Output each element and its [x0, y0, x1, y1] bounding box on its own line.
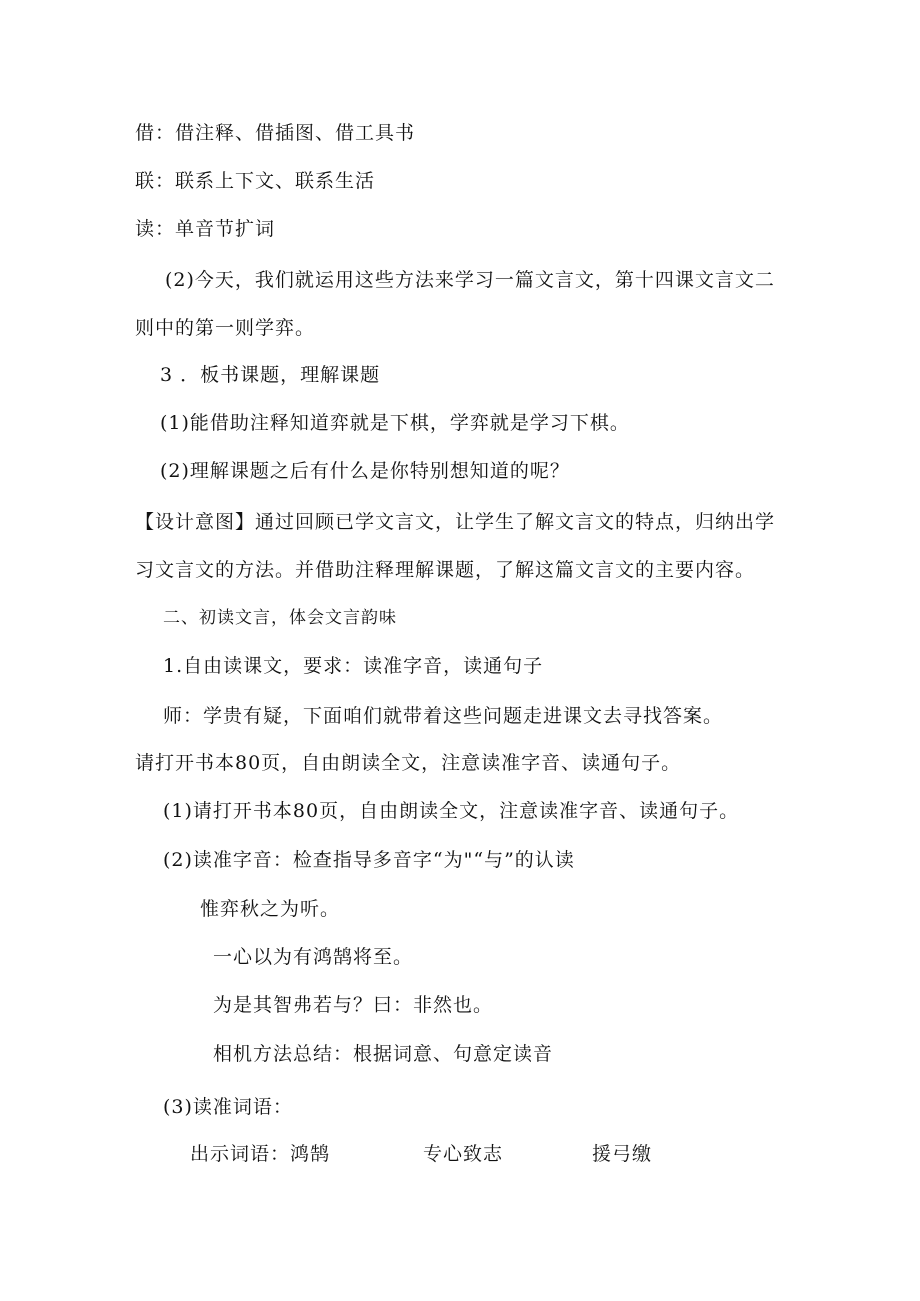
text-line: 借：借注释、借插图、借工具书 [135, 122, 416, 144]
section-heading: 3 ．板书课题，理解课题 [160, 364, 381, 386]
text-line: 习文言文的方法。并借助注释理解课题，了解这篇文言文的主要内容。 [135, 559, 756, 581]
text-line: 相机方法总结：根据词意、句意定读音 [213, 1043, 554, 1065]
text-line: (1)能借助注释知道弈就是下棋，学弈就是学习下棋。 [160, 412, 630, 434]
text-line: 读：单音节扩词 [135, 218, 276, 240]
text-line: (1)请打开书本80页，自由朗读全文，注意读准字音、读通句子。 [163, 800, 740, 822]
text-line: 则中的第一则学弈。 [135, 317, 316, 339]
text-line: 师：学贵有疑，下面咱们就带着这些问题走进课文去寻找答案。 [163, 705, 724, 727]
text-line: 1.自由读课文，要求：读准字音，读通句子 [163, 655, 544, 677]
design-intent-line: 【设计意图】通过回顾已学文言文，让学生了解文言文的特点，归纳出学 [135, 511, 776, 533]
section-heading: 二、初读文言，体会文言韵味 [163, 608, 397, 628]
quote-line: 一心以为有鸿鹄将至。 [213, 946, 414, 968]
quote-line: 惟弈秋之为听。 [200, 898, 341, 920]
text-line: (2)读准字音：检查指导多音字“为"“与”的认读 [163, 849, 575, 871]
words-label: 出示词语：鸿鹄 [190, 1143, 331, 1165]
word-item: 专心致志 [423, 1143, 504, 1165]
text-line: (2)今天，我们就运用这些方法来学习一篇文言文，第十四课文言文二 [165, 269, 775, 291]
word-item: 援弓缴 [592, 1143, 653, 1165]
text-line: 请打开书本80页，自由朗读全文，注意读准字音、读通句子。 [135, 752, 682, 774]
quote-line: 为是其智弗若与？曰：非然也。 [213, 994, 494, 1016]
text-line: (3)读准词语： [163, 1096, 293, 1118]
text-line: (2)理解课题之后有什么是你特别想知道的呢？ [160, 460, 570, 482]
words-row [190, 1142, 890, 1166]
text-line: 联：联系上下文、联系生活 [135, 170, 376, 192]
